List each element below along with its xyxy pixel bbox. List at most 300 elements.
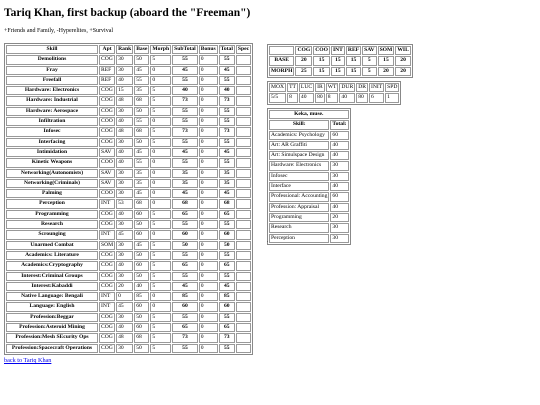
- skill-cell: 40: [116, 261, 133, 270]
- skill-cell: 45: [219, 282, 235, 291]
- skill-cell: 0: [199, 210, 218, 219]
- skill-cell: 30: [116, 169, 133, 178]
- skill-row: [6, 117, 251, 126]
- attribute-header-cell: COG: [295, 46, 312, 55]
- skill-cell: 30: [116, 313, 133, 322]
- secondary-stat-value: 8: [326, 93, 339, 102]
- skill-name: Fray: [6, 66, 98, 75]
- skill-row: [6, 251, 251, 260]
- muse-skill-total: 40: [330, 151, 348, 160]
- skills-header-cell: Skill: [6, 45, 98, 54]
- skill-row: [6, 86, 251, 95]
- skill-row: [6, 241, 251, 250]
- muse-skill-total: 40: [330, 141, 348, 150]
- skill-cell: 0: [199, 333, 218, 342]
- skill-cell: 60: [219, 230, 235, 239]
- skill-cell: 5: [150, 241, 171, 250]
- skill-cell: 0: [199, 230, 218, 239]
- skill-cell: 5: [150, 323, 171, 332]
- skill-name: Unarmed Combat: [6, 241, 98, 250]
- skill-cell: 50: [219, 241, 235, 250]
- muse-skill-name: Infosec: [269, 172, 329, 181]
- muse-skill-name: Academics: Psychology: [269, 131, 329, 140]
- skill-row: [6, 282, 251, 291]
- skill-row: [6, 189, 251, 198]
- skill-cell: 55: [219, 251, 235, 260]
- skill-cell: 55: [219, 344, 235, 353]
- skill-cell: 60: [172, 302, 198, 311]
- skill-cell: 0: [199, 292, 218, 301]
- skill-cell: 0: [150, 179, 171, 188]
- skill-cell: 5: [150, 333, 171, 342]
- muse-header-skill: Skill:: [269, 120, 329, 129]
- skill-cell: 40: [172, 86, 198, 95]
- skill-cell: 0: [150, 66, 171, 75]
- secondary-stats-header-row: [269, 83, 399, 92]
- skill-name: Freefall: [6, 76, 98, 85]
- skill-cell: 40: [116, 148, 133, 157]
- skill-cell: 55: [172, 220, 198, 229]
- attribute-header-cell: INT: [331, 46, 345, 55]
- skill-cell: 55: [172, 76, 198, 85]
- skill-cell: 0: [150, 148, 171, 157]
- attribute-header-cell: [269, 46, 294, 55]
- skill-row: [6, 179, 251, 188]
- skill-name: Academics: Literature: [6, 251, 98, 260]
- skill-cell: 55: [172, 251, 198, 260]
- skill-cell: 45: [219, 189, 235, 198]
- skill-cell: 5: [150, 220, 171, 229]
- skill-cell: INT: [99, 230, 115, 239]
- skill-cell: 55: [172, 117, 198, 126]
- skill-cell: 0: [150, 230, 171, 239]
- skill-cell: 55: [172, 272, 198, 281]
- secondary-stat-value: 5/5: [269, 93, 286, 102]
- skill-cell: 0: [150, 302, 171, 311]
- skill-cell: 65: [219, 210, 235, 219]
- skill-row: [6, 313, 251, 322]
- skill-cell: 55: [172, 313, 198, 322]
- skill-row: [6, 96, 251, 105]
- skill-name: Hardware: Electronics: [6, 86, 98, 95]
- skill-cell: 65: [172, 323, 198, 332]
- skill-cell: 0: [199, 220, 218, 229]
- skill-cell: 0: [199, 96, 218, 105]
- skill-name: Infosec: [6, 127, 98, 136]
- skill-cell: [236, 344, 251, 353]
- skill-cell: 55: [219, 55, 235, 64]
- attribute-cell: 20: [295, 56, 312, 65]
- skill-cell: 40: [116, 158, 133, 167]
- skill-cell: 68: [134, 96, 149, 105]
- muse-skill-total: 30: [330, 172, 348, 181]
- skill-cell: 55: [134, 158, 149, 167]
- skill-cell: 73: [172, 96, 198, 105]
- skill-cell: 85: [134, 292, 149, 301]
- skill-cell: SOM: [99, 241, 115, 250]
- skill-cell: 73: [219, 127, 235, 136]
- attribute-cell: 20: [395, 56, 411, 65]
- attribute-cell: BASE: [269, 56, 294, 65]
- skill-cell: [236, 179, 251, 188]
- attributes-body: [269, 56, 411, 76]
- attribute-cell: 20: [395, 67, 411, 76]
- skill-cell: 40: [134, 282, 149, 291]
- muse-body: [269, 131, 349, 243]
- skill-cell: 0: [199, 241, 218, 250]
- muse-skill-name: Art: Simulspace Design: [269, 151, 329, 160]
- skill-cell: 48: [116, 96, 133, 105]
- secondary-stats-values-row: [269, 93, 399, 102]
- skill-name: Networking(Autonomists): [6, 169, 98, 178]
- skill-cell: 40: [116, 210, 133, 219]
- page-title: Tariq Khan, first backup (aboard the "Freeman"): [4, 7, 251, 19]
- skill-cell: 20: [116, 282, 133, 291]
- skill-cell: 0: [199, 179, 218, 188]
- skill-name: Programming: [6, 210, 98, 219]
- skill-row: [6, 230, 251, 239]
- skill-cell: 0: [150, 76, 171, 85]
- skill-cell: 0: [150, 169, 171, 178]
- skills-header-cell: Total: [219, 45, 235, 54]
- skill-cell: 0: [150, 117, 171, 126]
- skill-name: Native Language: Bengali: [6, 292, 98, 301]
- skill-cell: 5: [150, 138, 171, 147]
- skill-cell: COG: [99, 333, 115, 342]
- skill-cell: 50: [172, 241, 198, 250]
- skill-cell: [236, 117, 251, 126]
- skill-row: [6, 138, 251, 147]
- skill-cell: [236, 107, 251, 116]
- skill-cell: 5: [150, 344, 171, 353]
- muse-skill-total: 30: [330, 234, 348, 243]
- muse-skill-row: [269, 182, 349, 191]
- skill-row: [6, 169, 251, 178]
- muse-skill-row: [269, 203, 349, 212]
- skill-cell: 0: [150, 158, 171, 167]
- skill-cell: 0: [199, 117, 218, 126]
- skill-cell: 35: [219, 179, 235, 188]
- skill-cell: COG: [99, 272, 115, 281]
- attribute-cell: 15: [346, 56, 361, 65]
- skill-cell: 40: [116, 117, 133, 126]
- skill-cell: 60: [134, 261, 149, 270]
- skill-cell: 45: [219, 148, 235, 157]
- skill-cell: 0: [199, 158, 218, 167]
- muse-skill-row: [269, 172, 349, 181]
- attribute-cell: 15: [331, 56, 345, 65]
- secondary-stat-label: IR: [315, 83, 325, 92]
- secondary-stat-value: 6: [369, 93, 384, 102]
- muse-skill-row: [269, 151, 349, 160]
- skill-cell: [236, 210, 251, 219]
- skill-cell: 5: [150, 282, 171, 291]
- skill-name: Scrounging: [6, 230, 98, 239]
- skill-cell: 85: [172, 292, 198, 301]
- muse-skill-name: Perception: [269, 234, 329, 243]
- muse-skill-name: Research: [269, 223, 329, 232]
- skill-cell: 35: [219, 169, 235, 178]
- skill-cell: 55: [172, 138, 198, 147]
- skill-cell: 50: [134, 313, 149, 322]
- skill-cell: COG: [99, 127, 115, 136]
- skill-cell: [236, 96, 251, 105]
- skill-cell: 45: [172, 282, 198, 291]
- skill-cell: [236, 282, 251, 291]
- skill-cell: INT: [99, 292, 115, 301]
- skill-cell: 5: [150, 86, 171, 95]
- secondary-stat-value: 40: [299, 93, 314, 102]
- skill-cell: 30: [116, 55, 133, 64]
- skill-cell: [236, 148, 251, 157]
- skill-cell: REF: [99, 76, 115, 85]
- skill-cell: [236, 220, 251, 229]
- secondary-stat-label: WT: [326, 83, 339, 92]
- skill-cell: SAV: [99, 148, 115, 157]
- attribute-header-cell: WIL: [395, 46, 411, 55]
- skill-cell: COG: [99, 323, 115, 332]
- skill-name: Interfacing: [6, 138, 98, 147]
- skill-cell: 0: [199, 138, 218, 147]
- muse-title-row: [269, 110, 349, 119]
- skill-name: Academics:Cryptography: [6, 261, 98, 270]
- skill-cell: 30: [116, 66, 133, 75]
- muse-skill-row: [269, 223, 349, 232]
- skill-cell: 0: [199, 66, 218, 75]
- skill-cell: [236, 169, 251, 178]
- skill-row: [6, 210, 251, 219]
- skill-cell: 0: [150, 292, 171, 301]
- skill-cell: 73: [219, 333, 235, 342]
- attribute-cell: 15: [313, 56, 330, 65]
- attribute-cell: 25: [295, 67, 312, 76]
- skill-name: Interest:Criminal Groups: [6, 272, 98, 281]
- skill-cell: 35: [134, 179, 149, 188]
- skill-cell: 45: [116, 302, 133, 311]
- skill-name: Hardware: Aerospace: [6, 107, 98, 116]
- skill-cell: COG: [99, 210, 115, 219]
- skill-name: Intimidation: [6, 148, 98, 157]
- muse-skill-total: 20: [330, 213, 348, 222]
- skill-cell: 55: [172, 55, 198, 64]
- skill-cell: 0: [199, 127, 218, 136]
- skill-row: [6, 344, 251, 353]
- skill-cell: 0: [199, 199, 218, 208]
- skill-cell: [236, 302, 251, 311]
- secondary-stats-table: [267, 81, 401, 105]
- skill-cell: 68: [134, 199, 149, 208]
- skill-cell: 68: [219, 199, 235, 208]
- skill-cell: 30: [116, 189, 133, 198]
- skill-cell: 73: [172, 127, 198, 136]
- skill-cell: 45: [134, 189, 149, 198]
- skill-cell: 30: [116, 107, 133, 116]
- skill-cell: 45: [172, 66, 198, 75]
- attribute-cell: MORPH: [269, 67, 294, 76]
- attribute-cell: 15: [378, 56, 395, 65]
- skill-row: [6, 220, 251, 229]
- skill-name: Profession:Mesh SEcurity Ops: [6, 333, 98, 342]
- skill-cell: 48: [116, 127, 133, 136]
- skill-cell: 60: [134, 210, 149, 219]
- skill-cell: 60: [172, 230, 198, 239]
- skill-cell: 65: [172, 210, 198, 219]
- skill-cell: 55: [134, 76, 149, 85]
- skill-cell: COG: [99, 86, 115, 95]
- skill-cell: [236, 292, 251, 301]
- skill-cell: COG: [99, 96, 115, 105]
- skills-header-cell: Base: [134, 45, 149, 54]
- skill-row: [6, 272, 251, 281]
- skill-cell: [236, 230, 251, 239]
- skill-cell: 0: [199, 189, 218, 198]
- muse-skill-name: Profession: Appraisal: [269, 203, 329, 212]
- muse-skill-name: Professional: Accounting: [269, 192, 329, 201]
- skills-header-row: [6, 45, 251, 54]
- attribute-row: [269, 56, 411, 65]
- skill-cell: 40: [116, 76, 133, 85]
- skill-cell: SAV: [99, 179, 115, 188]
- skill-cell: 40: [116, 323, 133, 332]
- skill-cell: 45: [172, 148, 198, 157]
- skill-cell: 65: [172, 261, 198, 270]
- skill-cell: 30: [116, 241, 133, 250]
- skill-cell: 5: [150, 107, 171, 116]
- secondary-stat-label: DUR: [339, 83, 355, 92]
- skill-name: Language: English: [6, 302, 98, 311]
- secondary-stat-value: 80: [356, 93, 368, 102]
- skill-name: Profession:Beggar: [6, 313, 98, 322]
- skill-row: [6, 302, 251, 311]
- skill-cell: 73: [219, 96, 235, 105]
- attributes-header-row: [269, 46, 411, 55]
- skill-cell: COO: [99, 158, 115, 167]
- skill-cell: [236, 76, 251, 85]
- skill-cell: COG: [99, 313, 115, 322]
- skills-header-cell: Bonus: [199, 45, 218, 54]
- skill-cell: 0: [199, 86, 218, 95]
- attribute-header-cell: SAV: [362, 46, 376, 55]
- skills-header-cell: Spec: [236, 45, 251, 54]
- skill-name: Palming: [6, 189, 98, 198]
- attribute-cell: 15: [331, 67, 345, 76]
- secondary-stat-label: SPD: [385, 83, 399, 92]
- back-link[interactable]: back to Tariq Khan: [4, 357, 52, 364]
- skill-cell: COG: [99, 282, 115, 291]
- skill-cell: 35: [134, 86, 149, 95]
- skill-cell: 55: [219, 313, 235, 322]
- skill-cell: COG: [99, 251, 115, 260]
- skill-row: [6, 127, 251, 136]
- skill-cell: REF: [99, 66, 115, 75]
- skill-cell: 5: [150, 210, 171, 219]
- muse-skill-name: Programming: [269, 213, 329, 222]
- muse-skill-total: 30: [330, 161, 348, 170]
- skill-name: Interest:Kabaddi: [6, 282, 98, 291]
- skill-name: Infiltration: [6, 117, 98, 126]
- skill-cell: 0: [199, 148, 218, 157]
- muse-skill-total: 60: [330, 131, 348, 140]
- skill-cell: [236, 55, 251, 64]
- skill-cell: 0: [199, 323, 218, 332]
- skill-cell: [236, 127, 251, 136]
- skills-header-cell: Rank: [116, 45, 133, 54]
- skill-cell: 45: [172, 189, 198, 198]
- skill-cell: 0: [199, 261, 218, 270]
- attribute-cell: 20: [378, 67, 395, 76]
- skill-cell: COG: [99, 261, 115, 270]
- skill-cell: INT: [99, 302, 115, 311]
- skill-cell: 48: [116, 333, 133, 342]
- skill-cell: COG: [99, 344, 115, 353]
- skill-cell: 68: [172, 199, 198, 208]
- skill-name: Profession:Asteroid Mining: [6, 323, 98, 332]
- skill-row: [6, 76, 251, 85]
- secondary-stat-label: MOX: [269, 83, 286, 92]
- muse-header-total: Total:: [330, 120, 348, 129]
- skill-cell: 45: [134, 148, 149, 157]
- skill-cell: 30: [116, 220, 133, 229]
- skill-cell: 5: [150, 55, 171, 64]
- muse-skill-row: [269, 131, 349, 140]
- skill-cell: [236, 313, 251, 322]
- skill-row: [6, 148, 251, 157]
- skill-row: [6, 66, 251, 75]
- skill-cell: [236, 199, 251, 208]
- skill-cell: 55: [219, 158, 235, 167]
- skill-name: Demolitions: [6, 55, 98, 64]
- skill-cell: SAV: [99, 169, 115, 178]
- skill-cell: 55: [219, 220, 235, 229]
- skill-cell: 30: [116, 179, 133, 188]
- separator-dot: .: [267, 239, 269, 244]
- skill-name: Hardware: Industrial: [6, 96, 98, 105]
- secondary-stat-label: DR: [356, 83, 368, 92]
- skill-cell: 55: [219, 117, 235, 126]
- skill-cell: [236, 138, 251, 147]
- muse-skill-row: [269, 161, 349, 170]
- skills-body: [6, 55, 251, 353]
- muse-skill-row: [269, 234, 349, 243]
- skill-cell: 0: [199, 302, 218, 311]
- secondary-stat-value: 8: [287, 93, 298, 102]
- skill-cell: [236, 158, 251, 167]
- muse-skill-name: Interface: [269, 182, 329, 191]
- skills-table: [4, 43, 253, 355]
- muse-skill-row: [269, 213, 349, 222]
- skills-header-cell: SubTotal: [172, 45, 198, 54]
- skill-cell: 55: [172, 344, 198, 353]
- skill-cell: 55: [134, 117, 149, 126]
- skill-cell: 0: [199, 344, 218, 353]
- skill-cell: 50: [134, 251, 149, 260]
- skill-row: [6, 55, 251, 64]
- skill-cell: 0: [199, 76, 218, 85]
- muse-skill-total: 40: [330, 182, 348, 191]
- secondary-stat-label: INIT: [369, 83, 384, 92]
- attribute-header-cell: SOM: [378, 46, 395, 55]
- secondary-stat-value: 1: [385, 93, 399, 102]
- skill-cell: 55: [219, 272, 235, 281]
- skill-cell: [236, 189, 251, 198]
- skill-cell: 0: [199, 272, 218, 281]
- skill-row: [6, 333, 251, 342]
- skills-header-cell: Morph: [150, 45, 171, 54]
- skill-cell: 55: [172, 107, 198, 116]
- skill-cell: 85: [219, 292, 235, 301]
- attribute-cell: 5: [362, 56, 376, 65]
- secondary-stat-value: 40: [339, 93, 355, 102]
